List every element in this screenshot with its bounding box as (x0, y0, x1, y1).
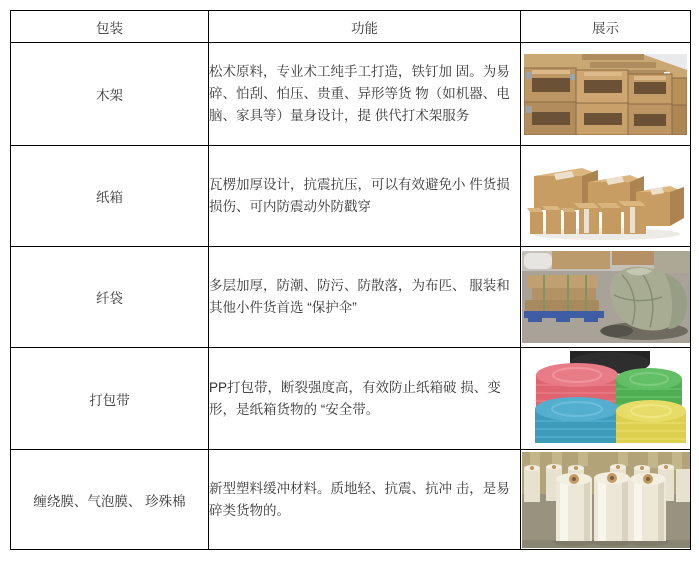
function-text-line: 碎类货物的。 (209, 502, 290, 518)
table-row (11, 247, 691, 348)
function-text-line: 新型塑料缓冲材料。质地轻、抗震、抗冲 击，是易 (209, 480, 510, 496)
function-text-line: 松术原料，专业术工纯手工打造，铁钉加 固。为易 (209, 64, 510, 79)
strap-rolls-photo (522, 351, 689, 446)
function-cell (209, 450, 521, 550)
function-cell (209, 146, 521, 247)
woven-bags-photo (522, 251, 690, 343)
display-cell (521, 247, 691, 348)
packaging-name-cell: 打包带 (11, 348, 209, 450)
packaging-table (10, 10, 691, 550)
function-cell (209, 43, 521, 146)
function-cell (209, 348, 521, 450)
display-cell (521, 450, 691, 550)
function-text-line: 脑、家具等）量身设计，提 供代打术架服务 (209, 108, 470, 123)
wooden-crates-photo (524, 54, 687, 135)
film-rolls-photo (522, 452, 690, 548)
table-row (11, 146, 691, 247)
function-text-line: 多层加厚，防潮、防污、防散落，为布匹、 服装和 (209, 278, 510, 293)
function-text-line: 其他小件货首选 “保护伞” (209, 300, 357, 315)
packaging-name-cell: 纸箱 (11, 146, 209, 247)
column-header-packaging: 包装 (11, 11, 209, 43)
table-row (11, 450, 691, 550)
column-header-function: 功能 (209, 11, 521, 43)
function-text-line: 碎、怕刮、怕压、贵重、异形等货 物（如机器、电 (209, 86, 510, 101)
cardboard-boxes-photo (524, 150, 688, 242)
function-text-line: PP打包带，断裂强度高，有效防止纸箱破 损、变 (209, 379, 501, 395)
display-cell (521, 146, 691, 247)
function-text-line: 瓦楞加厚设计，抗震抗压，可以有效避免小 件货损 (209, 177, 510, 192)
display-cell (521, 43, 691, 146)
packaging-name-cell: 木架 (11, 43, 209, 146)
display-cell (521, 348, 691, 450)
column-header-display: 展示 (521, 11, 691, 43)
table-row (11, 43, 691, 146)
function-text-line: 损伤、可内防震动外防戳穿 (209, 199, 371, 214)
table-row (11, 348, 691, 450)
header-row (11, 11, 691, 43)
packaging-name-cell: 缠绕膜、气泡膜、 珍殊棉 (11, 450, 209, 550)
packaging-name-cell: 纤袋 (11, 247, 209, 348)
function-text-line: 形，是纸箱货物的 “安全带。 (209, 401, 380, 417)
function-cell (209, 247, 521, 348)
